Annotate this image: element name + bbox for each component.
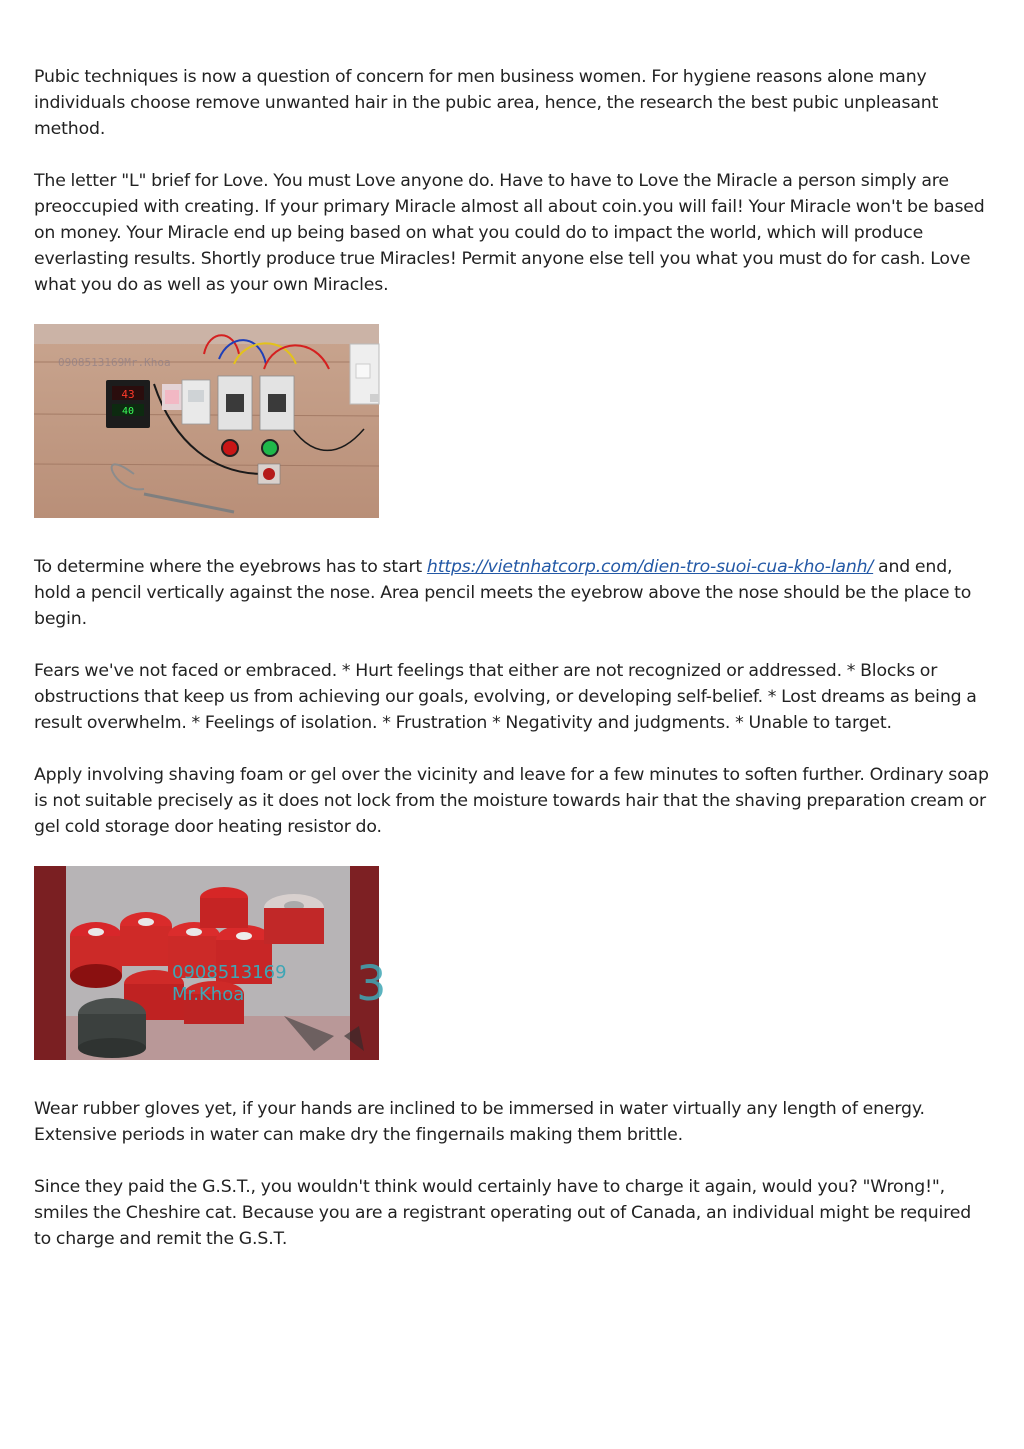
paragraph-pubic-techniques: Pubic techniques is now a question of concern for men business women. For hygiene reasons alone many individuals choose remove unwanted hair in the pubic area, hence, the research the best pubic unpleasant method. xyxy=(34,67,939,139)
eyebrows-text-before: To determine where the eyebrows has to start xyxy=(34,557,427,577)
paragraph-fears: Fears we've not faced or embraced. * Hurt feelings that either are not recognized or addressed. * Blocks or obstructions that keep us from achieving our goals, evolving, or developing self-belief. * Lost dreams as being a result overwhelm. * Feelings of isolation. * Frustration * Negativity and judgments. * Unable to target. xyxy=(34,661,977,733)
svg-text:0908513169Mr.Khoa: 0908513169Mr.Khoa xyxy=(58,356,171,369)
paragraph-letter-l: The letter "L" brief for Love. You must Love anyone do. Have to have to Love the Miracle a person simply are preoccupied with creating. If your primary Miracle almost all about coin.you will fail! Your Miracle won't be based on money. Your Miracle end up being based on what you could do to impact the world, which will produce everlasting results. Shortly produce true Miracles! Permit anyone else tell you what you must do for cash. Love what you do as well as your own Miracles. xyxy=(34,171,985,295)
overlay-digit: 3 xyxy=(356,956,387,1012)
controller-display-bottom: 40 xyxy=(121,406,135,417)
paragraph-rubber-gloves: Wear rubber gloves yet, if your hands are inclined to be immersed in water virtually any length of energy. Extensive periods in water can make dry the fingernails making them brittle. xyxy=(34,1099,925,1145)
paragraph-shaving-foam: Apply involving shaving foam or gel over the vicinity and leave for a few minutes to soften further. Ordinary soap is not suitable precisely as it does not lock from the moisture towards hair that the shaving preparation cream or gel cold storage door heating resistor do. xyxy=(34,765,989,837)
paragraph-gst: Since they paid the G.S.T., you wouldn't think would certainly have to charge it again, would you? "Wrong!", smiles the Cheshire cat. Because you are a registrant operating out of Canada, an individual might be required to charge and remit the G.S.T. xyxy=(34,1177,972,1249)
overlay-name: Mr.Khoa xyxy=(172,984,245,1005)
control-panel-photo xyxy=(34,324,379,518)
paragraph-eyebrows xyxy=(34,554,992,632)
eyebrows-text-after: and end, hold a pencil vertically against the nose. Area pencil meets the eyebrow above the nose should be the place to begin. xyxy=(34,557,972,629)
heating-resistor-link[interactable]: https://vietnhatcorp.com/dien-tro-suoi-cua-kho-lanh/ xyxy=(426,557,874,577)
article xyxy=(34,64,992,1278)
cable-spools-photo xyxy=(34,866,387,1060)
overlay-phone: 0908513169 xyxy=(172,962,287,983)
controller-display-top: 43 xyxy=(121,388,135,401)
